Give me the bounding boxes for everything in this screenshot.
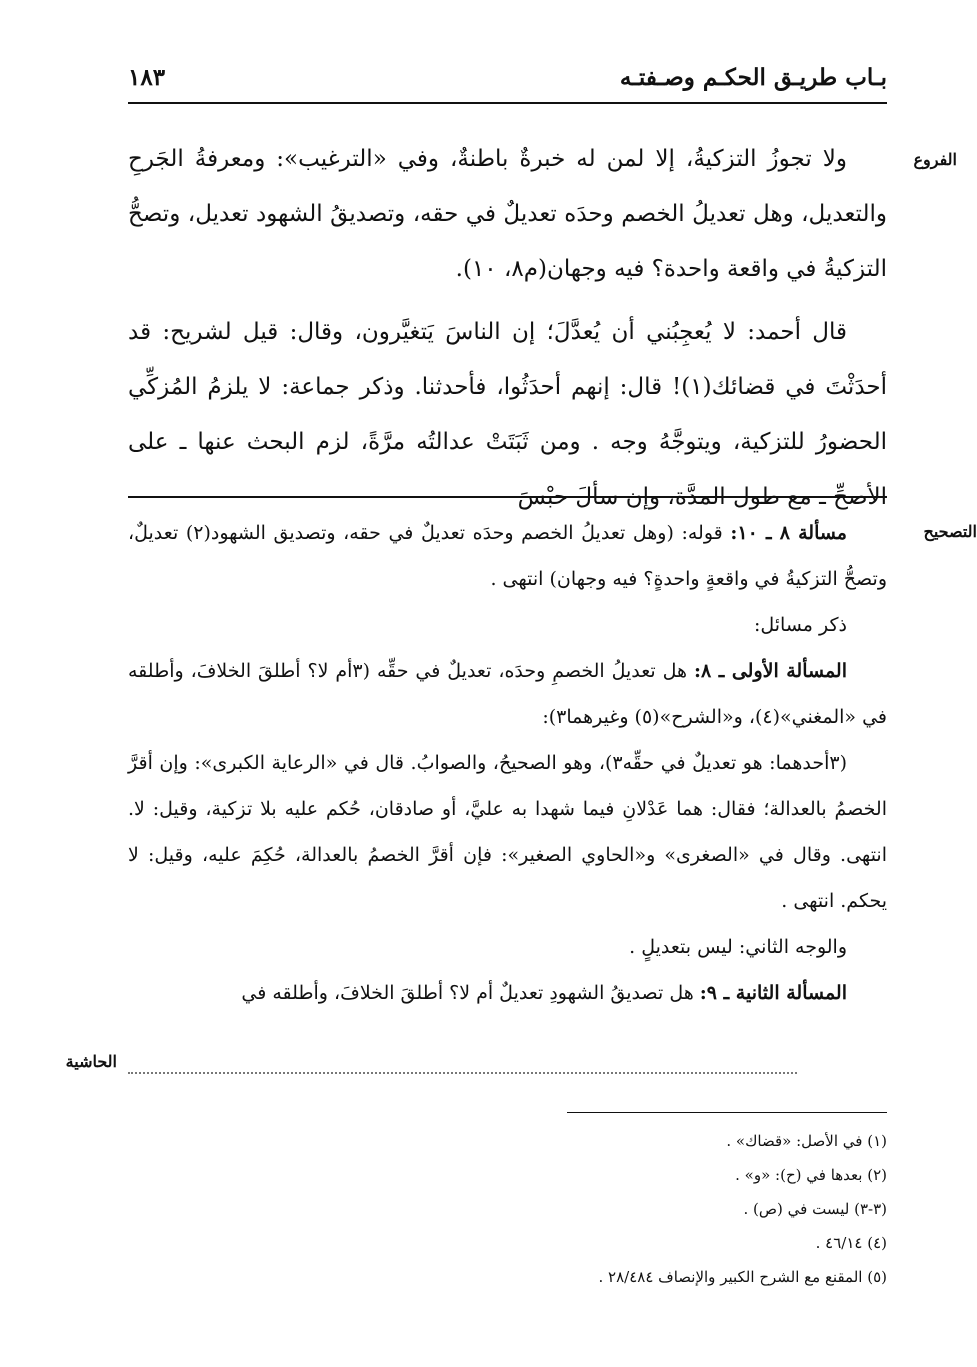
commentary-paragraph-2: ذكر مسائل:	[753, 614, 847, 636]
footnote-5: (٥) المقنع مع الشرح الكبير والإنصاف ٢٨/٤٨٤ .	[598, 1268, 887, 1286]
commentary-paragraph-4: (٣أحدهما: هو تعديلٌ في حقِّه٣)، وهو الصحيحُ، والصوابُ. قال في «الرعاية الكبرى»: وإن أقرَّ الخصمُ بالعدالة؛ فقال: هما عَدْلانِ فيما شهدا به عليَّ، أو صادقان، حُكم عليه بلا تزكية، وقيل: لا. انتهى. وقال في «الصغرى» و«الحاوي الصغير»: فإن أقرَّ الخصمُ بالعدالة، حُكِمَ عليه، وقيل: لا يحكم. انتهى .	[128, 752, 887, 912]
main-divider	[128, 496, 887, 498]
issue-heading-second: المسألة الثانية ـ ٩:	[699, 982, 847, 1004]
commentary-paragraph-3	[128, 648, 887, 740]
issue-text-8-10: قوله: (وهل تعديلُ الخصم وحدَه تعديلٌ في حقه، وتصديق الشهود(٢) تعديلٌ، وتصحُّ التزكيةُ في واقعةٍ واحدةٍ؟ فيه وجهان) انتهى .	[128, 522, 887, 590]
page-header	[128, 58, 887, 104]
margin-label-hashiya: الحاشية	[65, 1052, 117, 1071]
main-paragraph-1: ولا تجوزُ التزكيةُ، إلا لمن له خبرةٌ باطنةٌ، وفي «الترغيب»: ومعرفةُ الجَرحِ والتعديل، وهل تعديلُ الخصم وحدَه تعديلٌ في حقه، وتصديقُ الشهود تعديل، وتصحُّ التزكيةُ في واقعة واحدة؟ فيه وجهان(م٨، ١٠).	[128, 146, 887, 282]
hashiya-dotted-line	[128, 1072, 797, 1074]
margin-label-furu: الفروع	[913, 150, 957, 169]
page-number: ١٨٣	[128, 64, 166, 91]
footnote-1: (١) في الأصل: «قضاك» .	[726, 1132, 887, 1150]
commentary-text	[128, 510, 887, 1016]
margin-label-tashih: التصحيح	[923, 522, 977, 541]
commentary-paragraph-5: والوجه الثاني: ليس بتعديلٍ .	[629, 936, 847, 958]
issue-text-first: هل تعديلُ الخصمِ وحدَه، تعديلٌ في حقِّه (٣أم لا؟ أطلقَ الخلافَ، وأطلقه في «المغني»(٤)، و«الشرح»(٥) وغيرهما٣):	[128, 660, 887, 728]
footnote-2: (٢) بعدها في (ح): «و» .	[735, 1166, 887, 1184]
commentary-paragraph-1	[128, 510, 887, 602]
footnotes	[128, 1124, 887, 1294]
footnote-rule	[567, 1112, 887, 1113]
running-head: بـاب طريـق الحكـم وصـفتـه	[619, 64, 887, 91]
issue-text-second: هل تصديقُ الشهودِ تعديلٌ أم لا؟ أطلقَ الخلافَ، وأطلقه في	[241, 982, 700, 1004]
main-text	[128, 132, 887, 533]
footnote-4: (٤) ٤٦/١٤ .	[815, 1234, 887, 1252]
issue-heading-first: المسألة الأولى ـ ٨:	[694, 660, 848, 682]
main-paragraph-2: قال أحمد: لا يُعجِبُني أن يُعدَّلَ؛ إن الناسَ يَتغيَّرون، وقال: قيل لشريح: قد أحدَثْتَ في قضائك(١)! قال: إنهم أحدَثُوا، فأحدثنا. وذكر جماعة: لا يلزمُ المُزكِّي الحضورُ للتزكية، ويتوجَّهُ وجه . ومن ثَبَتَتْ عدالتُه مرَّةً، لزم البحث عنها ـ على الأصحِّ ـ مع طول المدَّة، وإن سألَ حبْسَ	[128, 319, 887, 510]
issue-heading-8-10: مسألة ٨ ـ ١٠:	[730, 522, 847, 544]
commentary-paragraph-6	[128, 970, 887, 1016]
footnote-3: (٣-٣) ليست في (ص) .	[743, 1200, 887, 1218]
